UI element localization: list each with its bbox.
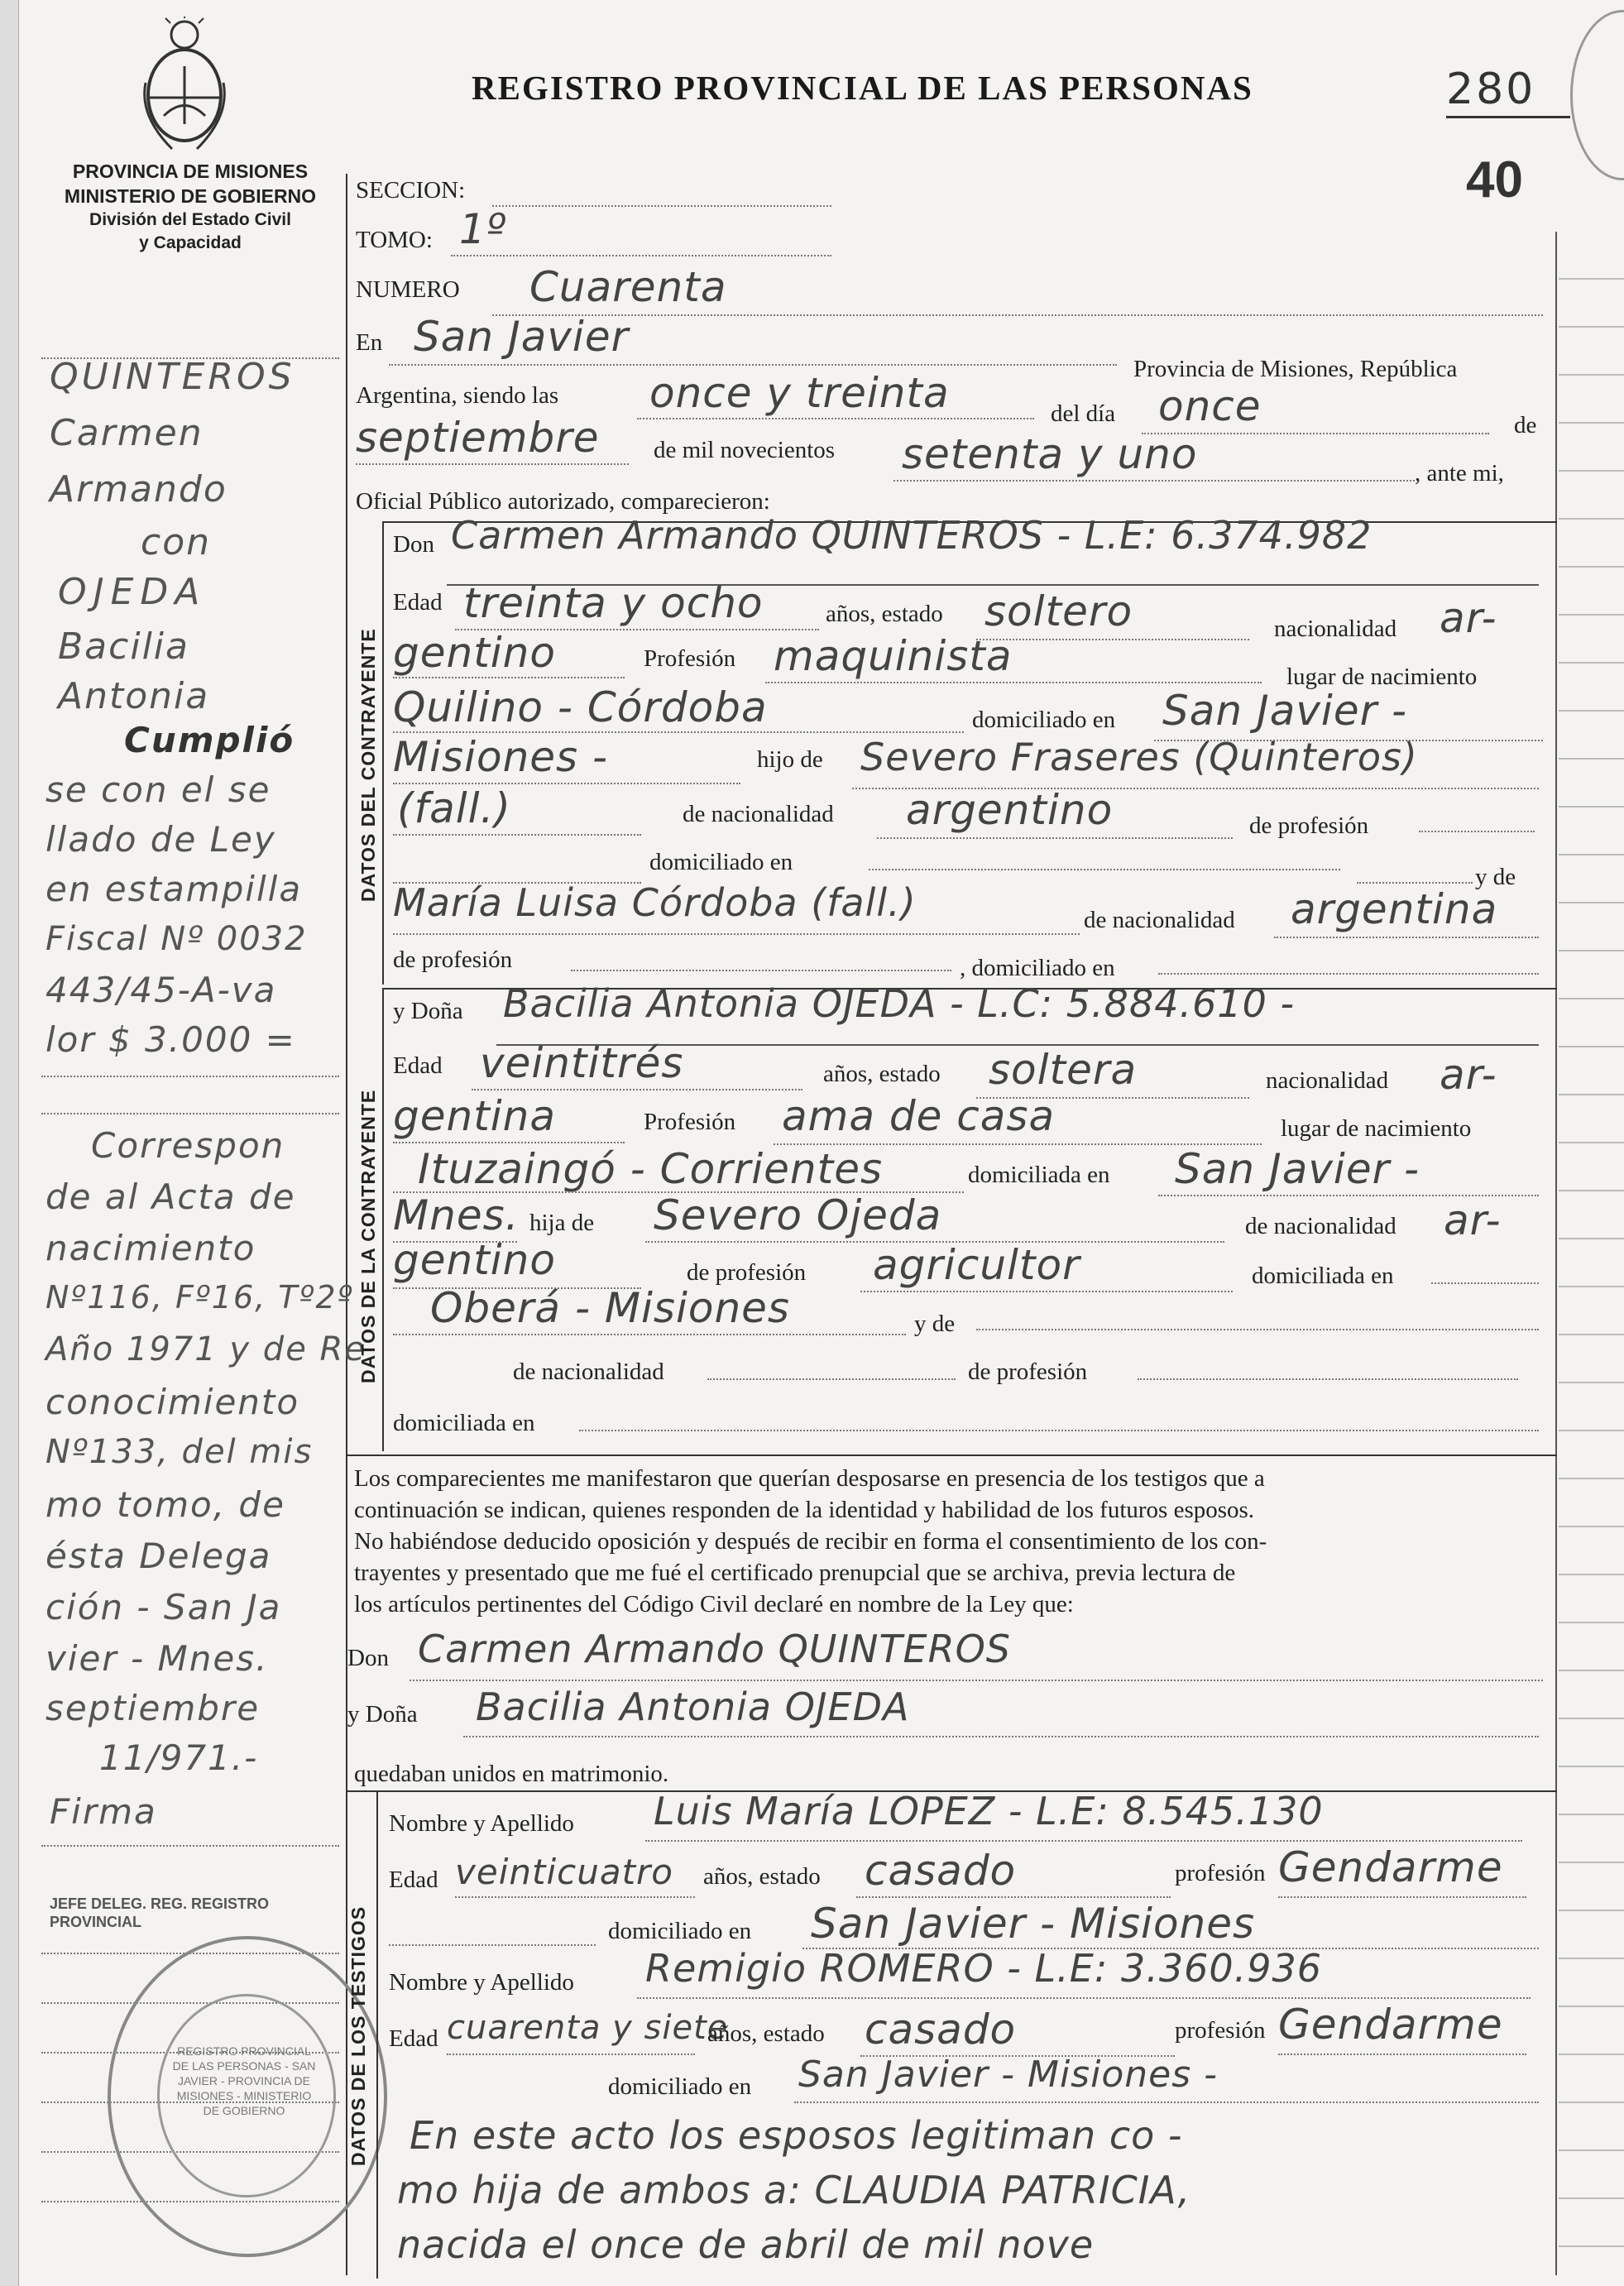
margin-note-1: Cumplió — [124, 720, 295, 760]
c1-lugar-value: Quilino - Córdoba — [393, 683, 768, 731]
c1-madre-field — [393, 933, 1080, 935]
margin-name-6: Bacilia — [58, 625, 189, 668]
margin-corr-10: ción - San Ja — [46, 1587, 282, 1627]
c2-nacionalidad-label: nacionalidad — [1266, 1067, 1389, 1094]
c2-padre-nac-label: de nacionalidad — [1245, 1213, 1396, 1239]
t2-nombre-label: Nombre y Apellido — [389, 1969, 574, 1996]
c2-padre-prof-value: agricultor — [873, 1241, 1080, 1289]
t1-edad-value: veinticuatro — [455, 1852, 673, 1892]
margin-rule — [41, 1113, 339, 1114]
margin-name-1: QUINTEROS — [50, 356, 295, 398]
c2-padre-prof-field — [860, 1291, 1233, 1292]
hora-field — [637, 418, 1034, 419]
t2-prof-label: profesión — [1175, 2017, 1266, 2044]
c2-edad-field — [472, 1089, 802, 1090]
margin-corr-2: de al Acta de — [46, 1177, 296, 1217]
c2-madre-field — [976, 1329, 1539, 1330]
t2-edad-label: Edad — [389, 2025, 438, 2052]
hora-value: once y treinta — [649, 369, 950, 417]
c2-padre-dom-label: domiciliada en — [1252, 1263, 1394, 1289]
c1-nacionalidad-label: nacionalidad — [1274, 616, 1397, 642]
declaration-line-3: No habiéndose deducido oposición y después de recibir en forma el consentimiento de los con- — [354, 1528, 1267, 1555]
c2-madre-nac-field — [707, 1378, 956, 1380]
c2-padre-nac-value-2: gentino — [393, 1236, 556, 1284]
c2-name-value: Bacilia Antonia OJEDA - L.C: 5.884.610 - — [503, 981, 1296, 1026]
c1-padre-dom-label: domiciliado en — [649, 849, 793, 875]
act-number: 40 — [1466, 151, 1523, 208]
c1-nac-value-1: ar- — [1440, 594, 1497, 642]
seccion-field — [492, 205, 831, 207]
c2-y-de-label: y de — [914, 1311, 956, 1337]
mes-value: septiembre — [356, 414, 600, 462]
c1-domiciliado-label: domiciliado en — [972, 707, 1116, 733]
tomo-value: 1º — [459, 205, 507, 253]
tomo-field — [451, 255, 831, 256]
margin-note-5: Fiscal Nº 0032 — [46, 920, 308, 958]
c2-domiciliada-label: domiciliada en — [968, 1162, 1110, 1188]
c1-padre-fall: (fall.) — [397, 784, 511, 832]
margin-name-2: Carmen — [50, 412, 204, 454]
anio-field — [893, 480, 1415, 482]
c1-dom-value-2: Misiones - — [393, 733, 608, 781]
t2-dom-value: San Javier - Misiones - — [798, 2054, 1218, 2096]
c2-padre-dom-value-field — [393, 1334, 906, 1335]
margin-name-5: OJEDA — [58, 571, 207, 613]
c2-nac-field — [393, 1142, 625, 1143]
t1-nombre-field — [645, 1840, 1522, 1842]
oficial-label: Oficial Público autorizado, comparecieron: — [356, 488, 770, 515]
margin-corr-11: vier - Mnes. — [46, 1638, 269, 1679]
c2-dom-value-2: Mnes. — [393, 1191, 520, 1239]
testigos-note-2: mo hija de ambos a: CLAUDIA PATRICIA, — [397, 2168, 1191, 2212]
t1-anios-label: años, estado — [703, 1863, 821, 1890]
decl-don-field — [410, 1680, 1543, 1681]
testigos-note-1: En este acto los esposos legitiman co - — [410, 2113, 1183, 2158]
de-label: de — [1514, 412, 1537, 439]
margin-note-7: lor $ 3.000 = — [46, 1019, 296, 1060]
margin-rule — [41, 1076, 339, 1077]
c1-dom-value-1: San Javier - — [1162, 687, 1408, 735]
c1-madre-dom-label: , domiciliado en — [960, 955, 1115, 981]
c1-don-label: Don — [393, 531, 434, 558]
numero-label: NUMERO — [356, 276, 460, 303]
c2-padre-dom-value: Oberá - Misiones — [430, 1284, 790, 1332]
margin-name-3: Armando — [50, 468, 228, 510]
issuer-capacity: y Capacidad — [139, 233, 242, 252]
ante-label: , ante mi, — [1415, 460, 1504, 486]
del-dia-label: del día — [1051, 400, 1116, 427]
c2-profesion-value: ama de casa — [782, 1092, 1056, 1140]
right-border — [1555, 232, 1557, 2275]
c1-profesion-value: maquinista — [774, 632, 1013, 680]
c1-madre-prof-field — [571, 970, 951, 971]
t2-edad-value: cuarenta y siete — [447, 2009, 729, 2047]
margin-rule — [41, 1845, 339, 1847]
c2-padre-dom-field — [1431, 1282, 1539, 1284]
c2-madre-prof-field — [1138, 1378, 1518, 1380]
mes-field — [356, 463, 629, 465]
t1-dom-label: domiciliado en — [608, 1918, 752, 1944]
c2-padre-value: Severo Ojeda — [654, 1191, 942, 1239]
c2-anios-label: años, estado — [823, 1061, 941, 1087]
declaration-line-2: continuación se indican, quienes responden de la identidad y habilidad de los futuros esposos. — [354, 1497, 1255, 1523]
t2-dom-field — [794, 2101, 1539, 2103]
c2-nac-value-1: ar- — [1440, 1051, 1497, 1099]
margin-corr-12: septiembre — [46, 1688, 261, 1728]
margin-corr-1: Correspon — [91, 1125, 285, 1166]
c2-hija-label: hija de — [529, 1210, 595, 1236]
round-seal-text: REGISTRO PROVINCIAL DE LAS PERSONAS - SAN JAVIER - PROVINCIA DE MISIONES - MINISTERIO DE GOBIERNO — [172, 2044, 316, 2117]
margin-corr-3: nacimiento — [46, 1228, 256, 1268]
c1-madre-value: María Luisa Córdoba (fall.) — [393, 880, 917, 925]
c1-edad-value: treinta y ocho — [463, 579, 764, 627]
margin-note-3: llado de Ley — [46, 819, 276, 860]
anio-value: setenta y uno — [902, 430, 1198, 478]
c1-padre-nac-label: de nacionalidad — [683, 801, 834, 827]
c2-padre-prof-label: de profesión — [687, 1259, 807, 1286]
province-text: Provincia de Misiones, República — [1133, 356, 1458, 382]
c1-madre-dom-field — [1158, 973, 1539, 975]
decl-dona-label: y Doña — [347, 1701, 418, 1728]
margin-stamp: JEFE DELEG. REG. REGISTRO PROVINCIAL — [50, 1895, 270, 1930]
c1-y-de-label: y de — [1475, 864, 1516, 890]
margin-corr-4: Nº116, Fº16, Tº2º — [46, 1279, 354, 1316]
testigos-note-3: nacida el once de abril de mil nove — [397, 2222, 1095, 2267]
decl-don-label: Don — [347, 1645, 389, 1671]
t1-estado-field — [856, 1896, 1171, 1898]
section-2-label: DATOS DE LA CONTRAYENTE — [357, 1089, 379, 1383]
coat-of-arms-icon — [139, 17, 230, 157]
unidos-label: quedaban unidos en matrimonio. — [354, 1761, 669, 1787]
c2-edad-label: Edad — [393, 1052, 443, 1079]
section-2-left — [382, 988, 384, 1451]
c2-madre-dom-field — [579, 1430, 1539, 1431]
c2-edad-value: veintitrés — [480, 1039, 684, 1087]
c1-fall-field — [393, 834, 641, 836]
page-left-edge — [0, 0, 19, 2286]
c1-madre-nac-field — [1274, 937, 1539, 938]
c2-madre-nac-label: de nacionalidad — [513, 1359, 664, 1385]
section-3-label: DATOS DE LOS TESTIGOS — [347, 1905, 369, 2166]
numero-field — [492, 314, 1543, 316]
c1-hijo-label: hijo de — [757, 746, 823, 773]
argentina-label: Argentina, siendo las — [356, 382, 559, 409]
folio-number: 280 — [1446, 65, 1536, 114]
declaration-line-5: los artículos pertinentes del Código Civil declaré en nombre de la Ley que: — [354, 1591, 1074, 1617]
decl-dona-value: Bacilia Antonia OJEDA — [476, 1685, 910, 1729]
dia-value: once — [1158, 382, 1262, 430]
margin-name-4: con — [141, 521, 211, 563]
c1-anios-label: años, estado — [826, 601, 943, 627]
numero-value: Cuarenta — [529, 263, 727, 311]
c1-madre-nac-label: de nacionalidad — [1084, 907, 1235, 933]
en-value: San Javier — [414, 313, 630, 361]
en-label: En — [356, 329, 383, 356]
declaration-line-1: Los comparecientes me manifestaron que querían desposarse en presencia de los testigos que a — [354, 1465, 1265, 1492]
margin-corr-9: ésta Delega — [46, 1536, 272, 1576]
decl-don-value: Carmen Armando QUINTEROS — [418, 1627, 1011, 1671]
t1-edad-field — [455, 1896, 695, 1898]
c1-nac-value-2: gentino — [393, 629, 556, 677]
c2-madre-prof-label: de profesión — [968, 1359, 1088, 1385]
margin-corr-5: Año 1971 y de Re — [46, 1330, 366, 1368]
c1-estado-field — [976, 639, 1249, 640]
c1-nac-field — [393, 677, 625, 678]
c1-lugar-label: lugar de nacimiento — [1286, 664, 1478, 690]
c1-padre-nac-field — [877, 837, 1233, 839]
t1-dom-pre-field — [389, 1944, 596, 1946]
t2-estado-value: casado — [865, 2006, 1017, 2054]
t1-edad-label: Edad — [389, 1867, 438, 1893]
margin-corr-7: Nº133, del mis — [46, 1433, 314, 1471]
t1-dom-value: San Javier - Misiones — [811, 1900, 1256, 1948]
c1-madre-nac-value: argentina — [1291, 885, 1498, 933]
c1-padre-prof-label: de profesión — [1249, 812, 1369, 839]
en-field — [389, 364, 1117, 366]
c1-padre-prof-field — [1419, 831, 1535, 832]
c1-name-value: Carmen Armando QUINTEROS - L.E: 6.374.982 — [451, 513, 1372, 558]
section-3-left — [376, 1790, 378, 2279]
t2-anios-label: años, estado — [707, 2020, 825, 2047]
c2-profesion-label: Profesión — [644, 1109, 736, 1135]
issuer-division: División del Estado Civil — [89, 210, 291, 229]
c1-y-de-field — [1357, 882, 1473, 884]
t1-estado-value: casado — [865, 1847, 1017, 1895]
t1-prof-label: profesión — [1175, 1860, 1266, 1886]
corner-stamp — [1570, 10, 1624, 180]
t2-dom-label: domiciliado en — [608, 2073, 752, 2100]
t1-prof-field — [1278, 1896, 1526, 1898]
margin-note-2: se con el se — [46, 769, 271, 810]
c2-dom-value-1: San Javier - — [1175, 1145, 1420, 1193]
t1-nombre-label: Nombre y Apellido — [389, 1810, 574, 1837]
section-2-bottom — [346, 1455, 1557, 1456]
section-1-label: DATOS DEL CONTRAYENTE — [357, 628, 379, 902]
t1-nombre-value: Luis María LOPEZ - L.E: 8.545.130 — [654, 1789, 1324, 1833]
seccion-label: SECCION: — [356, 177, 466, 204]
t2-nombre-field — [637, 1997, 1531, 1999]
tomo-label: TOMO: — [356, 227, 433, 253]
c2-padre-nac-value-1: ar- — [1444, 1196, 1502, 1244]
c2-nac-value-2: gentina — [393, 1092, 557, 1140]
next-page-edge — [1559, 232, 1624, 2286]
t2-edad-field — [447, 2054, 695, 2055]
margin-corr-8: mo tomo, de — [46, 1484, 285, 1525]
c1-madre-prof-label: de profesión — [393, 947, 513, 973]
margin-note-4: en estampilla — [46, 869, 303, 909]
c2-dona-label: y Doña — [393, 998, 463, 1024]
decl-dona-field — [463, 1736, 1539, 1737]
c1-padre-nac-value: argentino — [906, 786, 1114, 834]
c2-estado-value: soltera — [989, 1046, 1138, 1094]
t1-prof-value: Gendarme — [1278, 1843, 1503, 1891]
t2-prof-field — [1278, 2054, 1526, 2055]
margin-corr-6: conocimiento — [46, 1382, 300, 1422]
declaration-line-4: trayentes y presentado que me fué el certificado prenupcial que se archiva, previa lectura de — [354, 1560, 1236, 1586]
c1-edad-label: Edad — [393, 589, 443, 616]
issuer-province: PROVINCIA DE MISIONES — [72, 161, 309, 182]
c2-madre-dom-label: domiciliada en — [393, 1410, 535, 1436]
issuer-ministry: MINISTERIO DE GOBIERNO — [64, 185, 317, 207]
mil-label: de mil novecientos — [654, 437, 836, 463]
c1-estado-value: soltero — [984, 587, 1133, 635]
folio-underline — [1446, 116, 1570, 118]
t2-nombre-value: Remigio ROMERO - L.E: 3.360.936 — [645, 1946, 1323, 1991]
c1-profesion-field — [765, 682, 1262, 683]
section-1-left — [382, 521, 384, 985]
document-title: REGISTRO PROVINCIAL DE LAS PERSONAS — [472, 69, 1253, 107]
margin-name-7: Antonia — [58, 675, 210, 717]
margin-note-6: 443/45-A-va — [46, 970, 277, 1010]
c2-lugar-value: Ituzaingó - Corrientes — [418, 1145, 884, 1193]
margin-signature: Firma — [50, 1791, 157, 1832]
t2-prof-value: Gendarme — [1278, 2001, 1503, 2049]
margin-corr-13: 11/971.- — [99, 1737, 259, 1778]
c1-padre-value: Severo Fraseres (Quinteros) — [860, 735, 1418, 779]
c2-lugar-label: lugar de nacimiento — [1281, 1115, 1472, 1142]
c1-padre-dom-field — [869, 869, 1340, 870]
c1-profesion-label: Profesión — [644, 645, 736, 672]
